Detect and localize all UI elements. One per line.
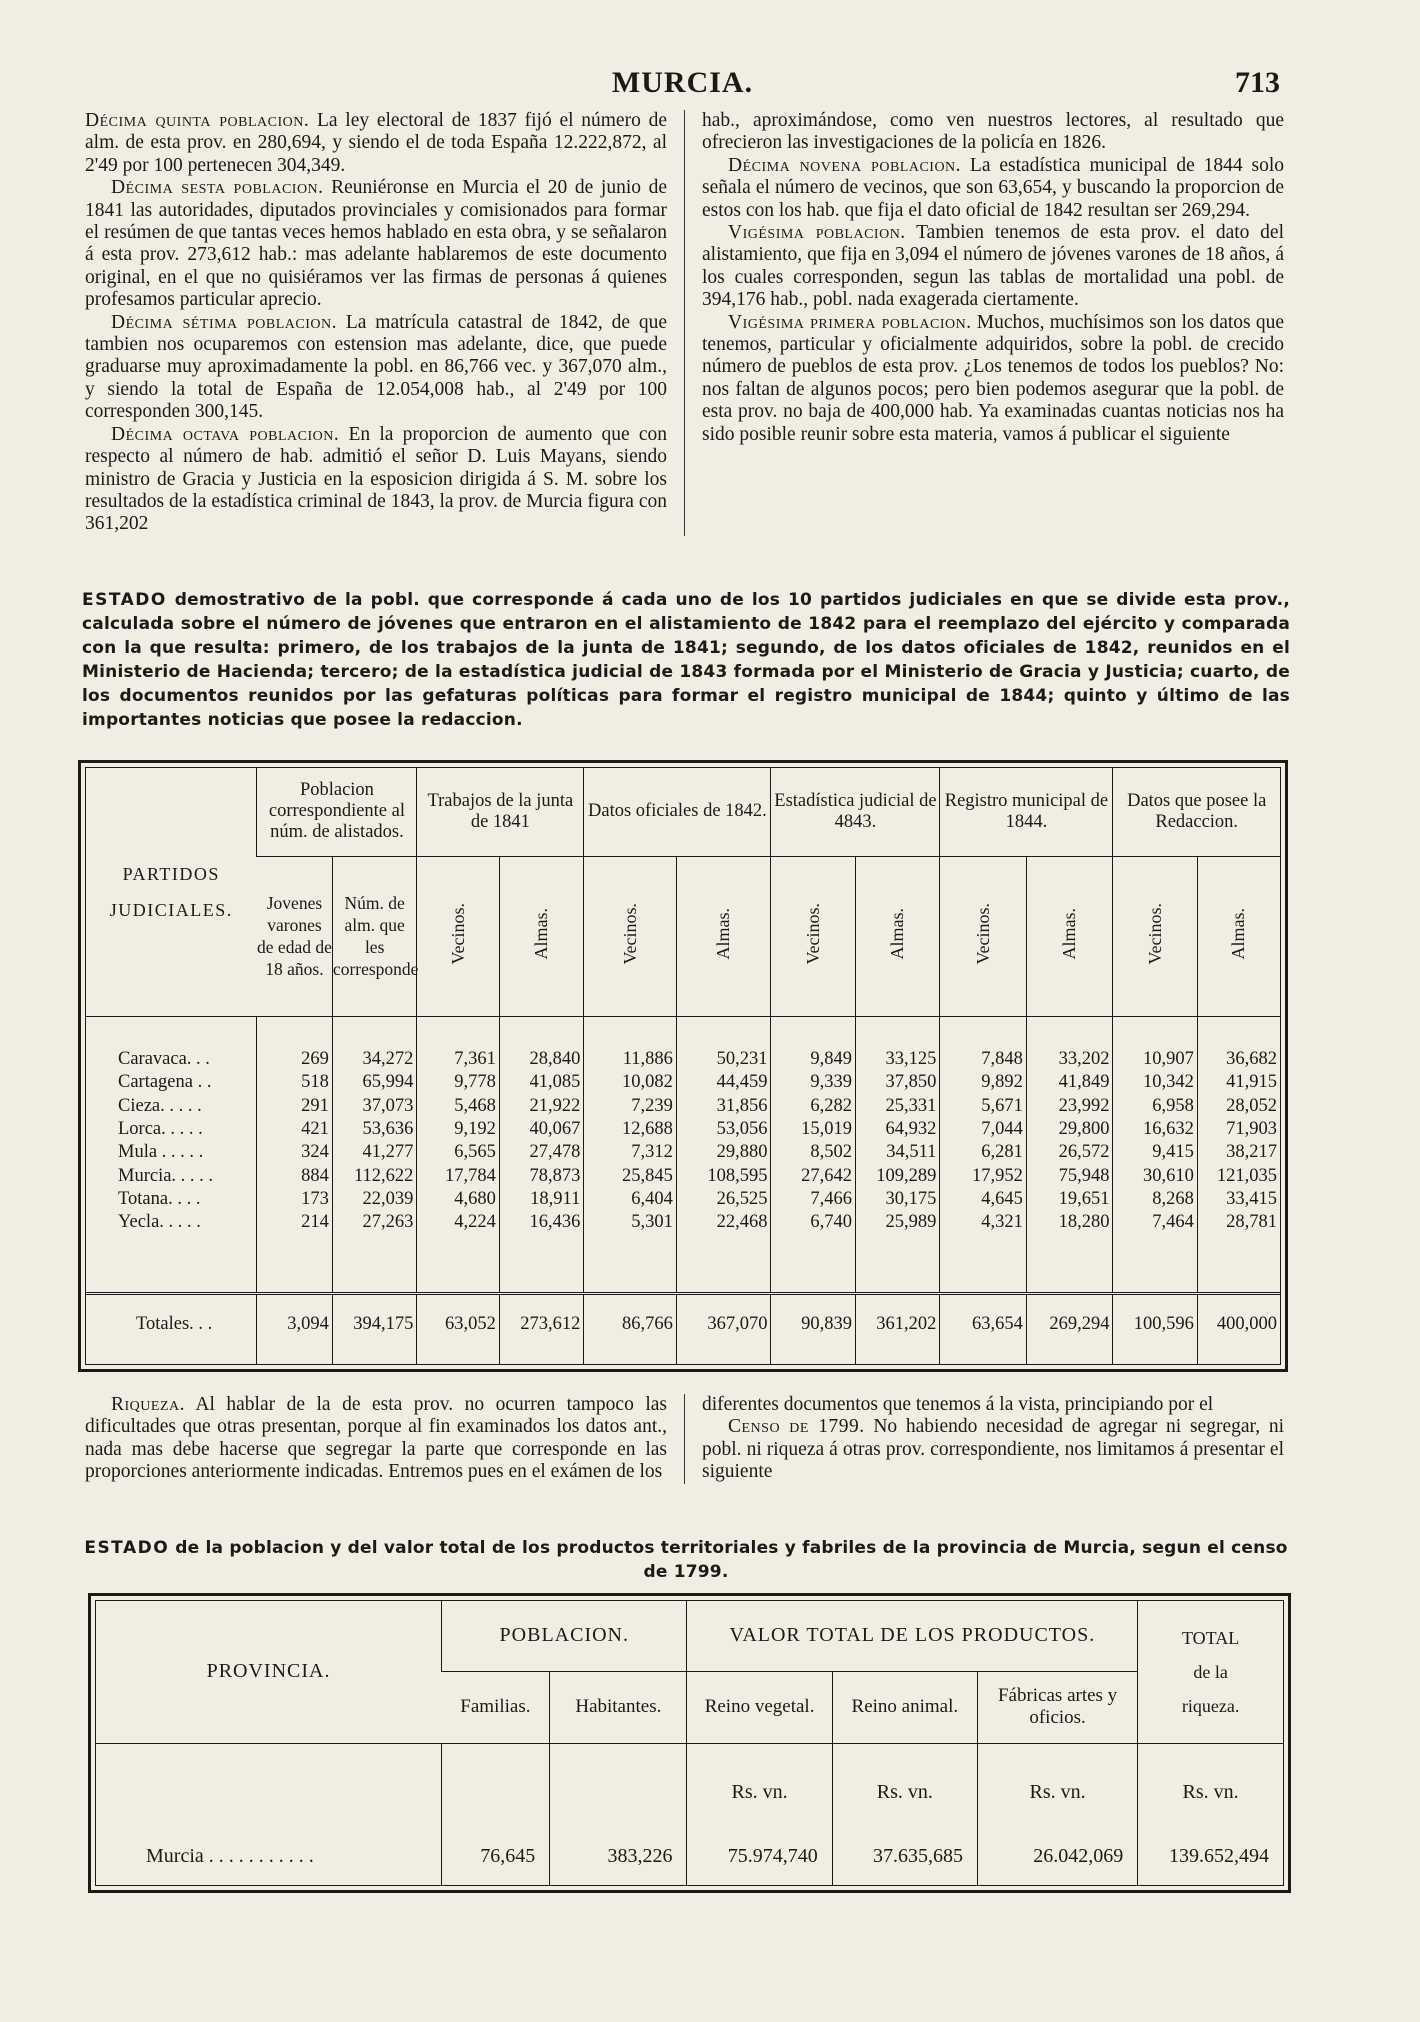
unit-label: Rs. vn. bbox=[687, 1743, 832, 1810]
col-header: Habitantes. bbox=[550, 1671, 687, 1743]
table-row bbox=[86, 1049, 1280, 1072]
page-number: 713 bbox=[1235, 66, 1280, 99]
group-header: Datos que posee la Redaccion. bbox=[1113, 768, 1280, 856]
paragraph bbox=[85, 177, 667, 311]
table-cell: 71,903 bbox=[1197, 1119, 1280, 1142]
table-cell: 4,224 bbox=[417, 1212, 499, 1235]
left-column bbox=[85, 1394, 667, 1484]
table-cell: 37.635,685 bbox=[832, 1810, 977, 1884]
table-cell: 65,994 bbox=[332, 1072, 416, 1095]
table-cell: 9,892 bbox=[940, 1072, 1027, 1095]
group-header: Poblacion correspondiente al núm. de alistados. bbox=[257, 768, 417, 856]
table-cell: 9,192 bbox=[417, 1119, 499, 1142]
table-cell: 10,082 bbox=[584, 1072, 677, 1095]
table-cell: 22,039 bbox=[332, 1189, 416, 1212]
population-table bbox=[86, 768, 1280, 1364]
table-cell: 518 bbox=[257, 1072, 332, 1095]
table-cell: 26.042,069 bbox=[977, 1810, 1137, 1884]
table-cell: 27,478 bbox=[499, 1142, 583, 1165]
table-cell: 7,239 bbox=[584, 1096, 677, 1119]
paragraph-text: La ley electoral de 1837 fijó el número de alm. de esta prov. en 280,694, y siendo el de toda España 12.222,872, al 2'49 por 100 pertenecen 304,349. bbox=[85, 110, 667, 176]
total-cell: 367,070 bbox=[676, 1293, 771, 1355]
table-cell: 26,525 bbox=[676, 1189, 771, 1212]
column-rule bbox=[684, 1394, 685, 1484]
estado-text: de la poblacion y del valor total de los productos territoriales y fabriles de la provincia de Murcia, segun el censo de 1799. bbox=[169, 1538, 1288, 1582]
paragraph-lead: Décima octava poblacion. bbox=[111, 423, 340, 445]
sub-header-almas: Almas. bbox=[1059, 907, 1080, 960]
sub-header-vecinos: Vecinos. bbox=[802, 902, 823, 965]
table-cell: 64,932 bbox=[855, 1119, 939, 1142]
paragraph bbox=[702, 1394, 1284, 1416]
total-cell: 63,052 bbox=[417, 1293, 499, 1355]
table-row bbox=[86, 1189, 1280, 1212]
table-cell: 9,339 bbox=[771, 1072, 855, 1095]
estado-lead: ESTADO bbox=[82, 590, 167, 610]
partido-name: Totana. . . . bbox=[118, 1188, 201, 1209]
total-cell: 400,000 bbox=[1197, 1293, 1280, 1355]
page-title: MURCIA. bbox=[611, 66, 754, 99]
table-cell: 291 bbox=[257, 1096, 332, 1119]
table-cell: 10,342 bbox=[1113, 1072, 1197, 1095]
table-cell: 10,907 bbox=[1113, 1049, 1197, 1072]
unit-label: Rs. vn. bbox=[977, 1743, 1137, 1810]
table-cell: 27,642 bbox=[771, 1166, 855, 1189]
group-header: Registro municipal de 1844. bbox=[940, 768, 1113, 856]
table-cell: 26,572 bbox=[1026, 1142, 1113, 1165]
table-cell: 75,948 bbox=[1026, 1166, 1113, 1189]
table-cell: 30,610 bbox=[1113, 1166, 1197, 1189]
partido-name: Murcia. . . . . bbox=[118, 1165, 214, 1186]
col-header: Fábricas artes y oficios. bbox=[977, 1671, 1137, 1743]
table-cell: 78,873 bbox=[499, 1166, 583, 1189]
right-column bbox=[702, 1394, 1284, 1484]
table-cell: 884 bbox=[257, 1166, 332, 1189]
poblacion-header: POBLACION. bbox=[442, 1601, 687, 1671]
paragraph-text: hab., aproximándose, como ven nuestros lectores, al resultado que ofrecieron las investigaciones de la policía en 1826. bbox=[702, 110, 1284, 154]
paragraph-lead: Vigésima primera poblacion. bbox=[728, 311, 972, 333]
column-rule bbox=[684, 110, 685, 536]
population-table-frame bbox=[78, 760, 1288, 1372]
paragraph-text: En la proporcion de aumento que con respecto al número de hab. admitió el señor D. Luis Mayans, siendo ministro de Gracia y Justicia en la esposicion dirigida á S. M. sobre los resultados de la estadística criminal de 1843, la prov. de Murcia figura con 361,202 bbox=[85, 423, 667, 535]
total-header-line: TOTAL bbox=[1182, 1627, 1240, 1648]
table-cell: 37,073 bbox=[332, 1096, 416, 1119]
table-cell: 34,272 bbox=[332, 1049, 416, 1072]
table-cell: 5,301 bbox=[584, 1212, 677, 1235]
table-cell: 53,056 bbox=[676, 1119, 771, 1142]
table-cell: 9,778 bbox=[417, 1072, 499, 1095]
table-cell: 8,268 bbox=[1113, 1189, 1197, 1212]
paragraph-text: Muchos, muchísimos son los datos que tenemos, particular y oficialmente adquiridos, sobre la pobl. de crecido número de pueblos de esta prov. ¿Los tenemos de todos los pueblos? No: nos faltan de algunos pocos; pero bien podemos asegurar que la pobl. de esta prov. no baja de 400,000 hab. Ya examinadas cuantas noticias nos ha sido posible reunir sobre esta materia, vamos á publicar el siguiente bbox=[702, 311, 1285, 445]
table-cell: 29,800 bbox=[1026, 1119, 1113, 1142]
table-cell: 38,217 bbox=[1197, 1142, 1280, 1165]
table-cell: 28,052 bbox=[1197, 1096, 1280, 1119]
partido-name: Lorca. . . . . bbox=[118, 1119, 203, 1140]
table-cell: 6,958 bbox=[1113, 1096, 1197, 1119]
paragraph-text: No habiendo necesidad de agregar ni segregar, ni pobl. ni riqueza á otras prov. correspondiente, nos limitamos á presentar el siguiente bbox=[702, 1416, 1284, 1483]
total-header-line: riqueza. bbox=[1181, 1695, 1240, 1716]
table-row bbox=[86, 1212, 1280, 1235]
total-cell: 63,654 bbox=[940, 1293, 1027, 1355]
estado-text: demostrativo de la pobl. que corresponde á cada uno de los 10 partidos judiciales en que se divide esta prov., calculada sobre el número de jóvenes que entraron en el alistamiento de 1842 para el reemplazo del ejército y comparada con la que resulta: primero, de los trabajos de la junta de 1841; segundo, de los datos oficiales de 1842, reunidos en el Ministerio de Hacienda; tercero; de la estadística judicial de 1843 formada por el Ministerio de Gracia y Justicia; cuarto, de los documentos reunidos por las gefaturas políticas para formar el registro municipal de 1844; quinto y último de las importantes noticias que posee la redaccion. bbox=[82, 590, 1290, 730]
table-cell: 7,466 bbox=[771, 1189, 855, 1212]
paragraph bbox=[702, 155, 1284, 222]
table-cell: 324 bbox=[257, 1142, 332, 1165]
totals-label: Totales. . . bbox=[136, 1314, 213, 1335]
total-cell: 100,596 bbox=[1113, 1293, 1197, 1355]
table-cell: 5,671 bbox=[940, 1096, 1027, 1119]
table-cell: 8,502 bbox=[771, 1142, 855, 1165]
group-header: Estadística judicial de 4843. bbox=[771, 768, 940, 856]
total-cell: 90,839 bbox=[771, 1293, 855, 1355]
group-header: Datos oficiales de 1842. bbox=[584, 768, 771, 856]
table-cell: 6,282 bbox=[771, 1096, 855, 1119]
paragraph bbox=[702, 312, 1284, 446]
partido-name: Cartagena . . bbox=[118, 1072, 212, 1093]
total-cell: 273,612 bbox=[499, 1293, 583, 1355]
table-cell: 18,911 bbox=[499, 1189, 583, 1212]
table-cell: 5,468 bbox=[417, 1096, 499, 1119]
paragraph bbox=[85, 424, 667, 536]
table-cell: 6,565 bbox=[417, 1142, 499, 1165]
valor-header: VALOR TOTAL DE LOS PRODUCTOS. bbox=[687, 1601, 1138, 1671]
col-header: Reino vegetal. bbox=[687, 1671, 832, 1743]
text-columns-top bbox=[85, 110, 1285, 536]
table-cell: 40,067 bbox=[499, 1119, 583, 1142]
total-header bbox=[1138, 1601, 1283, 1743]
provincia-header: PROVINCIA. bbox=[206, 1660, 331, 1683]
table-cell: 121,035 bbox=[1197, 1166, 1280, 1189]
totals-row bbox=[86, 1293, 1280, 1355]
paragraph-lead: Riqueza. bbox=[111, 1394, 185, 1415]
table-cell: 6,281 bbox=[940, 1142, 1027, 1165]
table-cell: 37,850 bbox=[855, 1072, 939, 1095]
table-cell: 25,331 bbox=[855, 1096, 939, 1119]
table-cell: 269 bbox=[257, 1049, 332, 1072]
total-header-line: de la bbox=[1193, 1661, 1228, 1682]
table-cell: 15,019 bbox=[771, 1119, 855, 1142]
table-cell: 6,740 bbox=[771, 1212, 855, 1235]
sub-header: Jovenes varones de edad de 18 años. bbox=[257, 893, 332, 980]
right-column bbox=[702, 110, 1284, 536]
wealth-table-frame bbox=[88, 1593, 1291, 1893]
table-cell: 108,595 bbox=[676, 1166, 771, 1189]
table-cell: 7,044 bbox=[940, 1119, 1027, 1142]
row-header: PARTIDOS JUDICIALES. bbox=[109, 863, 233, 920]
table-cell: 21,922 bbox=[499, 1096, 583, 1119]
total-cell: 86,766 bbox=[584, 1293, 677, 1355]
paragraph-text: La estadística municipal de 1844 solo señala el número de vecinos, que son 63,654, y buscando la proporcion de estos con los hab. que fija el dato oficial de 1842 resultan ser 269,294. bbox=[702, 154, 1284, 221]
table-cell: 33,415 bbox=[1197, 1189, 1280, 1212]
table-cell: 23,992 bbox=[1026, 1096, 1113, 1119]
table-cell: 4,321 bbox=[940, 1212, 1027, 1235]
table-cell: 214 bbox=[257, 1212, 332, 1235]
text-columns-bottom bbox=[85, 1394, 1285, 1484]
group-header: Trabajos de la junta de 1841 bbox=[417, 768, 584, 856]
table-body bbox=[86, 1049, 1280, 1235]
paragraph bbox=[702, 1416, 1284, 1483]
row-name: Murcia . . . . . . . . . . . bbox=[146, 1844, 314, 1867]
paragraph bbox=[85, 110, 667, 177]
paragraph-lead: Décima quinta poblacion. bbox=[85, 110, 310, 131]
sub-header-almas: Almas. bbox=[1228, 907, 1249, 960]
table-cell: 33,202 bbox=[1026, 1049, 1113, 1072]
table-cell: 25,845 bbox=[584, 1166, 677, 1189]
paragraph bbox=[702, 110, 1284, 155]
paragraph bbox=[85, 1394, 667, 1484]
unit-label: Rs. vn. bbox=[1138, 1743, 1283, 1810]
partido-name: Mula . . . . . bbox=[118, 1142, 204, 1163]
table-cell: 28,781 bbox=[1197, 1212, 1280, 1235]
table-cell: 139.652,494 bbox=[1138, 1810, 1283, 1884]
estado-lead: ESTADO bbox=[84, 1538, 170, 1558]
table-cell: 16,632 bbox=[1113, 1119, 1197, 1142]
wealth-table bbox=[96, 1601, 1283, 1885]
table-row bbox=[86, 1142, 1280, 1165]
sub-header-almas: Almas. bbox=[713, 907, 734, 960]
table-cell: 33,125 bbox=[855, 1049, 939, 1072]
table-cell: 7,464 bbox=[1113, 1212, 1197, 1235]
table-cell: 29,880 bbox=[676, 1142, 771, 1165]
sub-header-almas: Almas. bbox=[887, 907, 908, 960]
sub-header: Núm. de alm. que les corresponde bbox=[332, 856, 416, 1016]
table-cell: 17,784 bbox=[417, 1166, 499, 1189]
partido-name: Caravaca. . . bbox=[118, 1049, 210, 1070]
paragraph-text: diferentes documentos que tenemos á la vista, principiando por el bbox=[702, 1394, 1214, 1415]
col-header: Familias. bbox=[460, 1696, 531, 1717]
paragraph-lead: Décima sesta poblacion. bbox=[111, 177, 324, 199]
paragraph bbox=[702, 222, 1284, 312]
paragraph-text: Reuniéronse en Murcia el 20 de junio de 1841 las autoridades, diputados provinciales y comisionados para formar el resúmen de que tantas veces hemos hablado en esta obra, y se señalaron á esta prov. 273,612 hab.: mas adelante hablaremos de este documento original, en el que no quisiéramos ver las firmas de personas á quienes profesamos particular aprecio. bbox=[85, 177, 667, 311]
table-cell: 19,651 bbox=[1026, 1189, 1113, 1212]
table-cell: 22,468 bbox=[676, 1212, 771, 1235]
table-cell: 41,085 bbox=[499, 1072, 583, 1095]
table-cell: 11,886 bbox=[584, 1049, 677, 1072]
table-cell: 12,688 bbox=[584, 1119, 677, 1142]
table-cell: 41,849 bbox=[1026, 1072, 1113, 1095]
paragraph bbox=[85, 312, 667, 424]
table-cell: 7,848 bbox=[940, 1049, 1027, 1072]
paragraph-lead: Vigésima poblacion. bbox=[728, 222, 906, 244]
table-cell: 34,511 bbox=[855, 1142, 939, 1165]
table-cell: 50,231 bbox=[676, 1049, 771, 1072]
table-cell: 9,849 bbox=[771, 1049, 855, 1072]
sub-header-vecinos: Vecinos. bbox=[619, 902, 640, 965]
table-cell: 383,226 bbox=[550, 1810, 687, 1884]
paragraph-lead: Décima novena poblacion. bbox=[728, 154, 962, 176]
partido-name: Cieza. . . . . bbox=[118, 1095, 202, 1116]
partido-name: Yecla. . . . . bbox=[118, 1212, 201, 1233]
sub-header-vecinos: Vecinos. bbox=[1144, 902, 1165, 965]
table-cell: 112,622 bbox=[332, 1166, 416, 1189]
table-cell: 75.974,740 bbox=[687, 1810, 832, 1884]
table-cell: 9,415 bbox=[1113, 1142, 1197, 1165]
table-cell: 7,361 bbox=[417, 1049, 499, 1072]
table-cell: 36,682 bbox=[1197, 1049, 1280, 1072]
table-cell: 41,277 bbox=[332, 1142, 416, 1165]
table-cell: 31,856 bbox=[676, 1096, 771, 1119]
paragraph-lead: Censo de 1799. bbox=[728, 1416, 865, 1438]
total-cell: 3,094 bbox=[257, 1293, 332, 1355]
table-cell: 25,989 bbox=[855, 1212, 939, 1235]
table-cell: 53,636 bbox=[332, 1119, 416, 1142]
table-row bbox=[86, 1072, 1280, 1095]
table-cell: 76,645 bbox=[442, 1810, 550, 1884]
table-row bbox=[86, 1119, 1280, 1142]
table-cell: 421 bbox=[257, 1119, 332, 1142]
table-cell: 41,915 bbox=[1197, 1072, 1280, 1095]
table-cell: 109,289 bbox=[855, 1166, 939, 1189]
total-cell: 394,175 bbox=[332, 1293, 416, 1355]
unit-label: Rs. vn. bbox=[832, 1743, 977, 1810]
table-cell: 44,459 bbox=[676, 1072, 771, 1095]
table-cell: 18,280 bbox=[1026, 1212, 1113, 1235]
table-cell: 173 bbox=[257, 1189, 332, 1212]
paragraph-text: Tambien tenemos de esta prov. el dato del alistamiento, que fija en 3,094 el número de jóvenes varones de 18 años, á los cuales corresponden, segun las tablas de mortalidad una pobl. de 394,176 hab., pobl. nada exagerada ciertamente. bbox=[702, 222, 1285, 311]
table-row bbox=[86, 1096, 1280, 1119]
total-cell: 269,294 bbox=[1026, 1293, 1113, 1355]
table-cell: 27,263 bbox=[332, 1212, 416, 1235]
table-cell: 6,404 bbox=[584, 1189, 677, 1212]
table-cell: 4,680 bbox=[417, 1189, 499, 1212]
table-row bbox=[86, 1166, 1280, 1189]
table-cell: 7,312 bbox=[584, 1142, 677, 1165]
paragraph-text: Al hablar de la de esta prov. no ocurren tampoco las dificultades que otras presentan, porque al fin examinados los datos ant., nada mas debe hacerse que segregar la parte que corresponde en las proporciones anteriormente indicadas. Entremos pues en el exámen de los bbox=[85, 1394, 667, 1483]
table-row bbox=[96, 1810, 1283, 1884]
table-cell: 16,436 bbox=[499, 1212, 583, 1235]
estado-caption-2 bbox=[82, 1536, 1290, 1584]
paragraph-lead: Décima sétima poblacion. bbox=[111, 311, 338, 333]
left-column bbox=[85, 110, 667, 536]
running-head bbox=[85, 66, 1280, 106]
estado-caption-1 bbox=[82, 588, 1290, 732]
paragraph-text: La matrícula catastral de 1842, de que tambien nos ocuparemos con estension mas adelante, dice, que puede graduarse muy aproximadamente la pobl. en 86,766 vec. y 367,070 alm., y siendo la total de España de 12.054,008 hab., al 2'49 por 100 corresponden 300,145. bbox=[85, 311, 667, 423]
table-cell: 28,840 bbox=[499, 1049, 583, 1072]
col-header: Reino animal. bbox=[832, 1671, 977, 1743]
total-cell: 361,202 bbox=[855, 1293, 939, 1355]
sub-header-vecinos: Vecinos. bbox=[972, 902, 993, 965]
sub-header-almas: Almas. bbox=[531, 907, 552, 960]
sub-header-vecinos: Vecinos. bbox=[447, 902, 468, 965]
table-cell: 17,952 bbox=[940, 1166, 1027, 1189]
table-cell: 30,175 bbox=[855, 1189, 939, 1212]
table-cell: 4,645 bbox=[940, 1189, 1027, 1212]
